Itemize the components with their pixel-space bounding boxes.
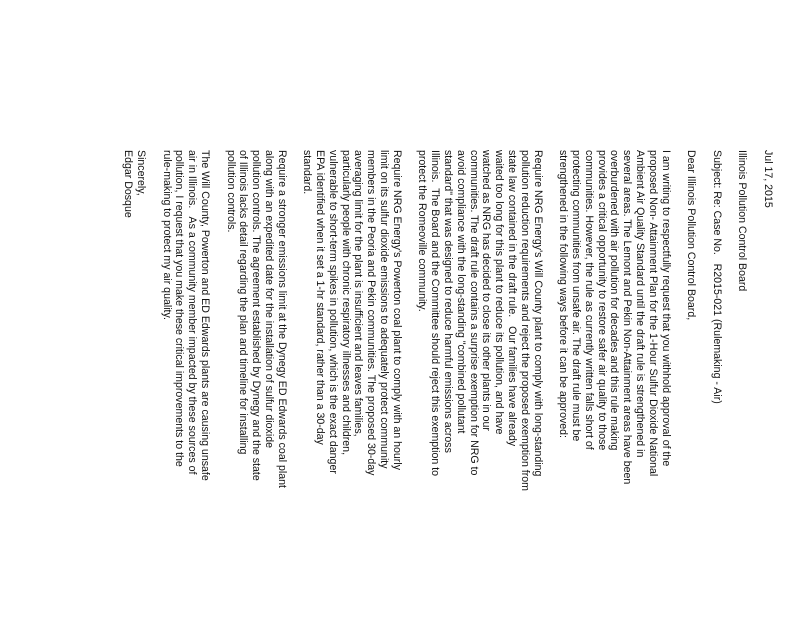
paragraph-line: waited too long for this plant to reduce its pollution, and have bbox=[493, 150, 506, 435]
paragraph-line: state law contained in the draft rule. Our families have already bbox=[506, 150, 519, 447]
letter-paragraphs bbox=[160, 150, 672, 618]
letter-paragraph bbox=[224, 150, 288, 618]
paragraph-line: members in the Peoria and Pekin communities. The proposed 30-day bbox=[365, 150, 378, 476]
paragraph-line: Require NRG Energy's Will County plant to comply with long-standing bbox=[531, 150, 544, 477]
paragraph-line: Illinois. The Board and the Committee should reject this exemption to bbox=[429, 150, 442, 477]
letter-date: Jul 17, 2015 bbox=[762, 150, 774, 208]
paragraph-line: pollution controls. The agreement established by Dynegy and the state bbox=[250, 150, 263, 481]
paragraph-line: rule-making to protect my air quality. bbox=[160, 150, 173, 320]
paragraph-line: protect the Romeoville community. bbox=[416, 150, 429, 312]
paragraph-line: averaging limit for the plant is insufficient and leaves families, bbox=[352, 150, 365, 437]
letter-subject: Subject: Re: Case No. R2015-021 (Rulemaking - Air) bbox=[710, 150, 723, 404]
paragraph-line: Require NRG Energy's Powerton coal plant to comply with an hourly bbox=[390, 150, 403, 470]
letter-closing: Sincerely, bbox=[134, 150, 147, 196]
letter-paragraph bbox=[160, 150, 211, 618]
letter-signature: Edgar Dosque bbox=[122, 150, 135, 218]
paragraph-line: protecting communities from unsafe air. The draft rule must be bbox=[570, 150, 583, 442]
paragraph-line: proposed Non- Attainment Plan for the 1-Hour Sulfur Dioxide National bbox=[646, 150, 659, 477]
letter-salutation: Dear Illinois Pollution Control Board, bbox=[685, 150, 698, 321]
paragraph-line: of Illinois lacks detail regarding the plan and timeline for installing bbox=[237, 150, 250, 455]
paragraph-line: avoid compliance with the long-standing "combined pollutant bbox=[454, 150, 467, 434]
paragraph-line: watched as NRG has decided to close its other plants in our bbox=[480, 150, 493, 431]
paragraph-line: strengthened in the following ways before it can be approved: bbox=[557, 150, 570, 438]
paragraph-line: overburdened with air pollution for decades and this rule making bbox=[608, 150, 621, 451]
paragraph-line: air in Illinois. As a community member impacted by these sources of bbox=[186, 150, 199, 475]
paragraph-line: pollution reduction requirements and reject the proposed exemption from bbox=[518, 150, 531, 491]
paragraph-line: pollution, I request that you make these critical improvements to the bbox=[173, 150, 186, 467]
paragraph-line: limit on its sulfur dioxide emissions to adequately protect community bbox=[378, 150, 391, 469]
paragraph-line: particularly people with chronic respiratory illnesses and children, bbox=[339, 150, 352, 456]
letter-paragraph bbox=[556, 150, 671, 618]
paragraph-line: standard" that was designed to reduce harmful emissions across bbox=[442, 150, 455, 453]
paragraph-line: several areas. The Lemont and Pekin Non-Attainment areas have been bbox=[621, 150, 634, 485]
paragraph-line: communities. However, the rule as currently written falls short of bbox=[582, 150, 595, 450]
letter-recipient: Illinois Pollution Control Board bbox=[736, 150, 749, 292]
paragraph-line: I am writing to respectfully request that you withhold approval of the bbox=[659, 150, 672, 467]
paragraph-line: Ambient Air Quality Standard until the draft rule is strengthened in bbox=[634, 150, 647, 458]
paragraph-line: pollution controls. bbox=[224, 150, 237, 233]
letter-paragraph bbox=[301, 150, 403, 618]
paragraph-line: Require a stronger emissions limit at the Dynegy ED Edwards coal plant bbox=[275, 150, 288, 488]
paragraph-line: standard. bbox=[301, 150, 314, 195]
letter-paragraph bbox=[416, 150, 544, 618]
paragraph-line: provides a critical opportunity to restore safer air quality to those bbox=[595, 150, 608, 451]
paragraph-line: EPA identified when it set a 1-hr standard, rather than a 30-day bbox=[314, 150, 327, 445]
paragraph-line: along with an expedited date for the installation of sulfur dioxide bbox=[262, 150, 275, 448]
paragraph-line: The Will County, Powerton and ED Edwards plants are causing unsafe bbox=[198, 150, 211, 481]
paragraph-line: communities. The draft rule contains a surprise exemption for NRG to bbox=[467, 150, 480, 476]
paragraph-line: vulnerable to short-term spikes in pollution, which is the exact danger bbox=[326, 150, 339, 474]
